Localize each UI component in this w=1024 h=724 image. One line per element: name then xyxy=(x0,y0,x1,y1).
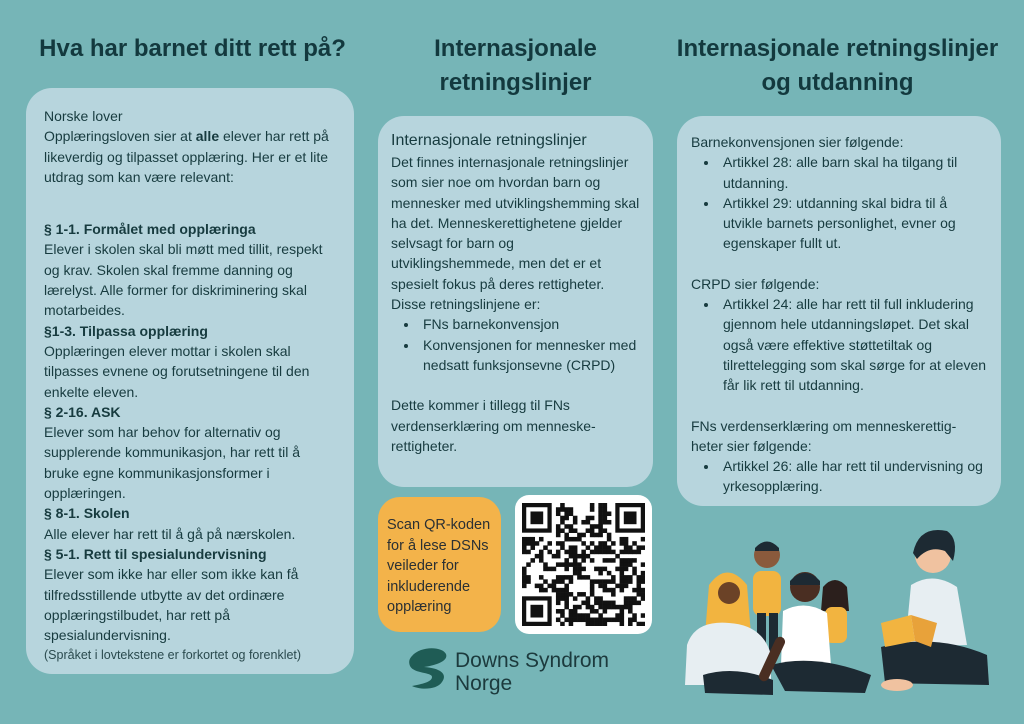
group-intro: CRPD sier følgende: xyxy=(691,275,820,292)
list-item: • Artikkel 29: utdanning skal bidra til å utvikle barnets personlighet, evner og egenskaper fullt ut. xyxy=(719,193,987,254)
list-item: • Artikkel 28: alle barn skal ha tilgang til utdanning. xyxy=(719,152,987,193)
intro-title: Norske lover xyxy=(44,108,123,124)
heading-guidelines-education: Internasjonale retningslinjer og utdanning xyxy=(676,35,999,96)
intro-text: Opplæringsloven sier at alle elever har rett på likeverdig og tilpasset opplæring. Her er et lite utdrag som kan være relevant: xyxy=(44,128,329,185)
section-text: Elever i skolen skal bli møtt med tillit, respekt og krav. Skolen skal fremme danning og lærelyst. Alle former for diskriminering skal motarbeides. xyxy=(44,241,323,319)
section-text: Elever som ikke har eller som ikke kan få tilfredsstillende utbytte av det ordinære opplæringstilbudet, har rett på spesialundervisning. xyxy=(44,566,299,644)
section-title: § 1-1. Formålet med opplæringa xyxy=(44,221,256,238)
group-intro: FNs verdenserklæring om menneskerettig-heter sier følgende: xyxy=(691,417,957,454)
list-item: • Konvensjonen for mennesker med nedsatt funksjonsevne (CRPD) xyxy=(419,335,641,376)
section-text: Elever som har behov for alternativ og supplerende kommunikasjon, har rett til å bruke egne kommunikasjonsformer i opplæringen. xyxy=(44,424,301,502)
list-item: • FNs barnekonvensjon xyxy=(419,314,641,334)
guidelines-list xyxy=(391,314,641,375)
qr-instruction-box: Scan QR-koden for å lese DSNs veileder for inkluderende opplæring xyxy=(378,497,501,632)
list-item: • Artikkel 26: alle har rett til undervisning og yrkesopplæring. xyxy=(719,456,987,497)
qr-code[interactable] xyxy=(515,495,652,634)
section-text: Alle elever har rett til å gå på nærskolen. xyxy=(44,525,296,542)
card-title: Internasjonale retningslinjer xyxy=(391,132,587,149)
group-intro: Barnekonvensjonen sier følgende: xyxy=(691,134,904,150)
list-item: • Artikkel 24: alle har rett til full inkludering gjennom hele utdanningsløpet. Det skal også være effektive støttetiltak og tilrettelegging som skal sørge for at eleven får lik rett til utdanning. xyxy=(719,294,987,395)
section-title: § 8-1. Skolen xyxy=(44,505,130,522)
norwegian-laws-card xyxy=(26,88,354,674)
section-title: § 5-1. Rett til spesialundervisning xyxy=(44,545,267,562)
heading-children-rights: Hva har barnet ditt rett på? xyxy=(39,35,346,62)
article-list xyxy=(691,294,987,395)
heading-international-guidelines: Internasjonale retningslinjer xyxy=(434,35,597,96)
education-guidelines-card xyxy=(677,116,1001,506)
list-intro: Disse retningslinjene er: xyxy=(391,296,541,313)
children-reading-illustration xyxy=(675,515,1005,715)
logo-text: Downs Syndrom Norge xyxy=(455,649,610,695)
article-list xyxy=(691,152,987,253)
guidelines-text: Det finnes internasjonale retningslinjer som sier noe om hvordan barn og mennesker med utviklingshemming skal ha det. Menneskerettighetene gjelder selvsagt for barn og utviklingshemmede, men det er et spesielt fokus på deres rettigheter. xyxy=(391,154,640,292)
section-title: §1-3. Tilpassa opplæring xyxy=(44,322,208,339)
simplification-note: (Språket i lovtekstene er forkortet og forenklet) xyxy=(44,648,302,663)
international-guidelines-card xyxy=(378,116,653,487)
article-list xyxy=(691,456,987,497)
section-title: § 2-16. ASK xyxy=(44,403,121,420)
qr-code-icon xyxy=(522,503,645,626)
outro-text: Dette kommer i tillegg til FNs verdenserklæring om menneske-rettigheter. xyxy=(391,397,596,454)
section-text: Opplæringen elever mottar i skolen skal tilpasses evnene og forutsetningene til den enkelte eleven. xyxy=(44,342,310,400)
